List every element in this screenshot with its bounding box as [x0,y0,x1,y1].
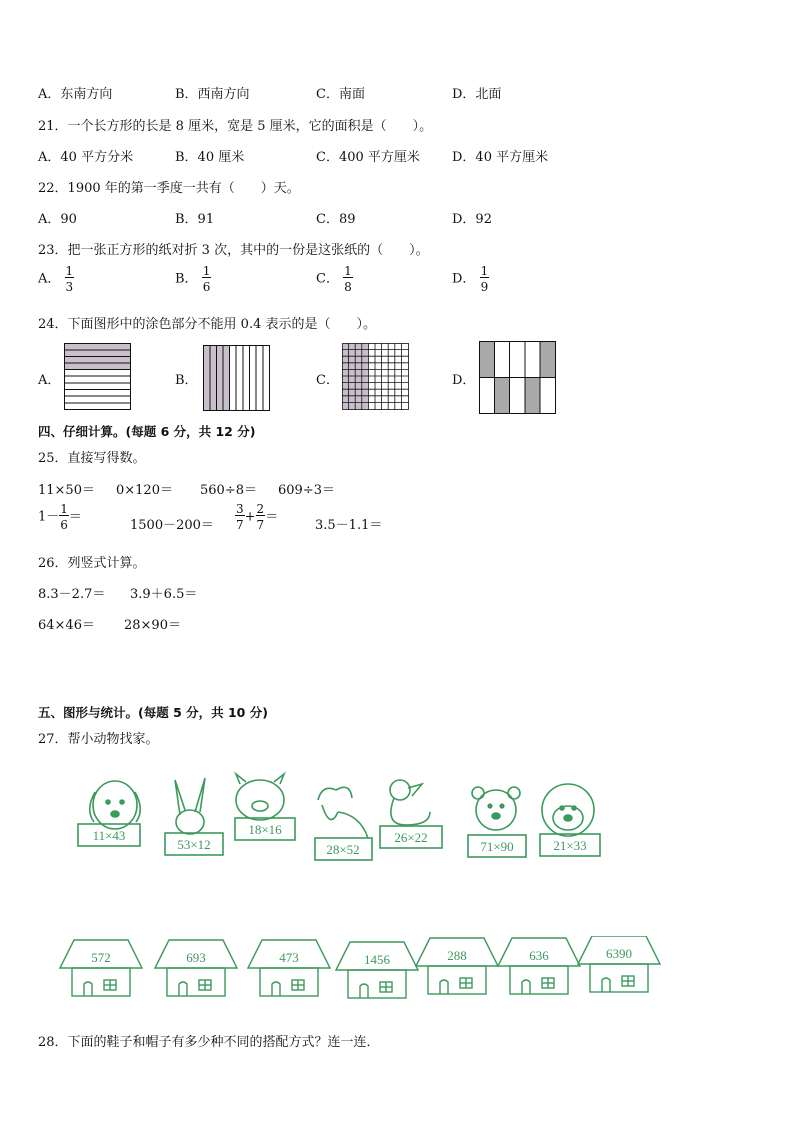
fraction: $\frac{2}{7}$ [256,502,265,532]
q25-stem: 25．直接写得数。 [38,451,146,466]
monkey-icon[interactable] [540,784,600,856]
q26-stem: 26．列竖式计算。 [38,556,146,571]
q20-option-c[interactable]: C．南面 [316,87,365,102]
q28-stem: 28．下面的鞋子和帽子有多少种不同的搭配方式？连一连． [38,1035,380,1050]
svg-text:71×90: 71×90 [480,839,514,854]
svg-text:693: 693 [186,950,206,965]
q24-option-a-letter[interactable]: A． [38,373,61,388]
vertical-calc-item[interactable]: 28×90＝ [124,618,181,633]
q24-figure-c[interactable] [342,343,410,411]
calc-item[interactable]: 3.5－1.1＝ [315,518,383,533]
option-letter: B． [175,271,198,287]
q24-figure-d[interactable] [479,341,557,415]
pig-icon[interactable] [235,774,295,840]
q22-option-d[interactable]: D．92 [452,212,492,227]
house-1456[interactable] [336,942,418,998]
house-473[interactable] [248,940,330,996]
q20-option-a[interactable]: A．东南方向 [38,87,113,102]
q24-figure-b[interactable] [203,345,271,412]
dog-icon[interactable] [78,781,140,846]
vertical-calc-item[interactable]: 8.3－2.7＝ [38,587,106,602]
svg-text:572: 572 [91,950,111,965]
option-letter: D． [452,271,476,287]
calc-item[interactable]: 11×50＝ [38,483,95,498]
q24-option-b-letter[interactable]: B． [175,373,198,388]
calc-item[interactable]: 609÷3＝ [278,483,335,498]
fraction: $\frac{1}{9}$ [480,264,489,294]
house-693[interactable] [155,940,237,996]
q21-option-b[interactable]: B．40 厘米 [175,150,245,165]
q22-option-b[interactable]: B．91 [175,212,215,227]
animals-illustration [60,770,620,870]
section-four-title: 四、仔细计算。(每题 6 分，共 12 分) [38,424,256,439]
q22-stem: 22．1900 年的第一季度一共有（ ）天。 [38,181,300,196]
q24-option-d-letter[interactable]: D． [452,373,476,388]
q22-option-c[interactable]: C．89 [316,212,356,227]
calc-item[interactable]: 560÷8＝ [200,483,257,498]
svg-text:636: 636 [529,948,549,963]
q21-option-c[interactable]: C．400 平方厘米 [316,150,420,165]
q24-stem: 24．下面图形中的涂色部分不能用 0.4 表示的是（ ）。 [38,317,376,332]
vertical-calc-item[interactable]: 64×46＝ [38,618,95,633]
q27-stem: 27．帮小动物找家。 [38,732,159,747]
house-636[interactable] [498,938,580,994]
q24-option-c-letter[interactable]: C． [316,373,339,388]
fraction: $\frac{1}{6}$ [202,264,211,294]
option-letter: C． [316,271,339,287]
house-288[interactable] [416,938,498,994]
q20-option-b[interactable]: B．西南方向 [175,87,250,102]
svg-text:1456: 1456 [364,952,390,967]
q23-option-c[interactable] [316,265,353,293]
calc-item[interactable]: 0×120＝ [116,483,173,498]
house-572[interactable] [60,940,142,996]
q21-stem: 21．一个长方形的长是 8 厘米，宽是 5 厘米，它的面积是（ ）。 [38,119,433,134]
fraction: $\frac{1}{3}$ [65,264,74,294]
svg-text:18×16: 18×16 [248,822,282,837]
svg-text:53×12: 53×12 [177,837,211,852]
q21-option-d[interactable]: D．40 平方厘米 [452,150,549,165]
svg-text:6390: 6390 [606,946,632,961]
section-five-title: 五、图形与统计。(每题 5 分，共 10 分) [38,705,268,720]
houses-illustration [58,936,663,1002]
q20-option-d[interactable]: D．北面 [452,87,502,102]
vertical-calc-item[interactable]: 3.9＋6.5＝ [130,587,198,602]
svg-text:28×52: 28×52 [326,842,360,857]
svg-text:288: 288 [447,948,467,963]
fraction: $\frac{1}{6}$ [60,502,68,532]
q23-option-b[interactable] [175,265,211,293]
svg-text:11×43: 11×43 [92,828,126,843]
calc-item-fraction-subtract[interactable]: 1－ $\frac{1}{6}$ ＝ [38,502,82,532]
q23-option-d[interactable] [452,265,489,293]
svg-text:26×22: 26×22 [394,830,428,845]
svg-text:473: 473 [279,950,299,965]
duck-icon[interactable] [380,780,442,848]
bear-icon[interactable] [468,787,526,857]
q24-figure-a[interactable] [64,343,132,411]
svg-text:21×33: 21×33 [553,838,587,853]
goat-icon[interactable] [315,787,372,860]
rabbit-icon[interactable] [165,778,223,855]
calc-item[interactable]: 1500－200＝ [130,518,214,533]
fraction: $\frac{3}{7}$ [236,502,244,532]
q23-stem: 23．把一张正方形的纸对折 3 次，其中的一份是这张纸的（ ）。 [38,243,429,258]
house-6390[interactable] [578,936,660,992]
q21-option-a[interactable]: A．40 平方分米 [38,150,134,165]
q23-option-a[interactable] [38,265,74,293]
fraction: $\frac{1}{8}$ [344,264,352,294]
q22-option-a[interactable]: A．90 [38,212,77,227]
option-letter: A． [38,271,61,287]
calc-item-fraction-add[interactable]: $\frac{3}{7}$ + $\frac{2}{7}$ ＝ [236,502,279,532]
